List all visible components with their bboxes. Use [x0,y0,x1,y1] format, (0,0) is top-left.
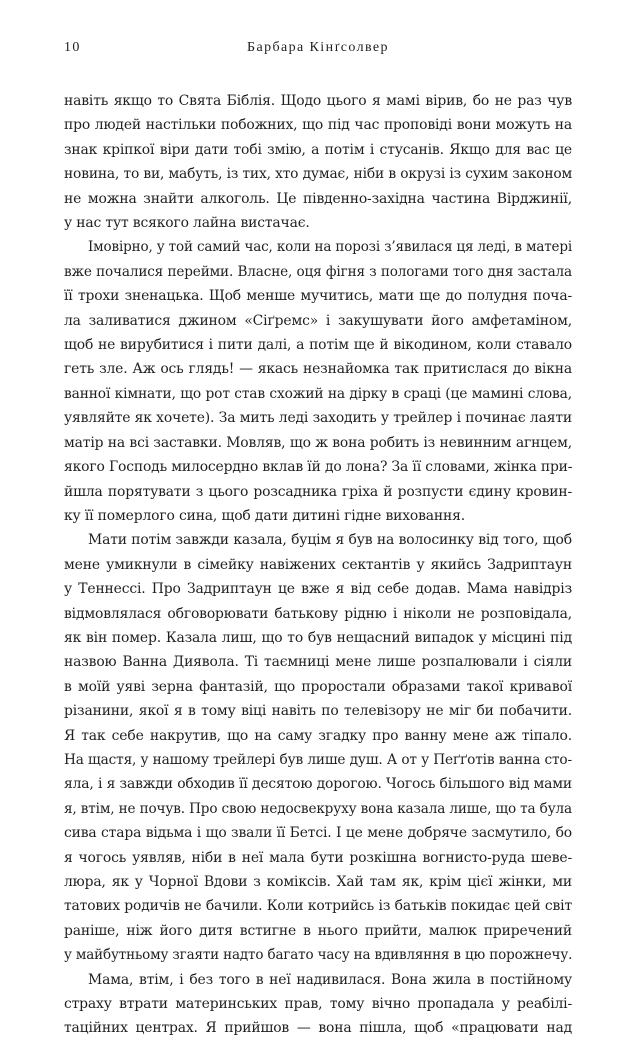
text-line: новина, то ви, мабуть, із тих, хто думає, ніби в окрузі із сухим законом [64,166,572,183]
text-line: геть зле. Аж ось глядь! — якась незнайомка так притислася до вікна [64,361,572,378]
text-line: я чогось уявляв, ніби в неї мала бути розкішна вогнисто-руда шеве- [64,849,572,866]
text-line: її трохи зненацька. Щоб менше мучитись, мати ще до полудня поча- [64,288,572,305]
running-header [64,40,572,60]
text-line: ку її померлого сина, щоб дати дитині гідне виховання. [64,507,466,524]
running-title: Барбара Кінґсолвер [247,40,389,55]
text-line: матір на всі заставки. Мовляв, що ж вона робить із невинним агнцем, [64,434,572,451]
text-line: я, втім, не почув. Про свою недосвекруху вона казала лише, що та була [64,800,572,817]
page-number: 10 [64,40,81,55]
text-line: вже почалися перейми. Власне, оця фігня з пологами того дня застала [64,263,572,280]
text-line: у Теннессі. Про Задриптаун це вже я від себе додав. Мама навідріз [64,581,572,598]
text-line: Імовірно, у той самий час, коли на порозі з’явилася ця леді, в матері [88,239,572,256]
text-line: люра, як у Чорної Вдови з коміксів. Хай там як, крім цієї жінки, ми [64,874,572,890]
text-line: ла заливатися джином «Сіґремс» і закушувати його амфетаміном, [64,312,572,329]
text-line: відмовлялася обговорювати батькову рідню і ніколи не розповідала, [64,605,572,622]
text-line: йшла порятувати з цього розсадника гріха й розпусти єдину кровин- [64,483,572,500]
text-line: сива стара відьма і що звали її Бетсі. І це мене добряче засмутило, бо [64,825,572,842]
text-line: ванної кімнати, що рот став схожий на дірку в сраці (це мамині слова, [64,385,572,402]
text-line: мене умикнули в сімейку навіжених сектантів у якийсь Задриптаун [64,556,572,573]
text-line: таційних центрах. Я прийшов — вона пішла, щоб «працювати над [64,1020,572,1037]
text-line: навіть якщо то Свята Біблія. Щодо цього я мамі вірив, бо не раз чув [64,93,572,109]
text-line: щоб не вирубитися і пити далі, а потім ще й вікодином, коли ставало [64,337,572,354]
text-line: татових родичів не бачили. Коли котрийсь із батьків покидає цей світ [64,898,572,915]
text-line: знак кріпкої віри дати тобі змію, а потім і стусанів. Якщо для вас це [64,141,572,158]
text-line: якого Господь милосердно вклав їй до лона? За її словами, жінка при- [64,459,572,476]
text-line: уявляйте як хочете). За мить леді заходить у трейлер і починає лаяти [64,410,572,427]
text-line: Я так себе накрутив, що на саму згадку про ванну мене аж тіпало. [64,727,572,744]
text-line: раніше, ніж його дитя встигне в нього прийти, малюк приречений [64,922,572,939]
text-line: в моїй уяві зерна фантазій, що проростали образами такої кривавої [64,678,572,695]
text-line: назвою Ванна Диявола. Ті таємниці мене лише розпалювали і сіяли [64,654,572,671]
body-text [64,89,572,1041]
text-line: про людей настільки побожних, що під час проповіді вони можуть на [64,117,572,134]
text-line: Мати потім завжди казала, буцім я був на волосинку від того, щоб [88,532,572,549]
text-line: Мама, втім, і без того в неї надивилася. Вона жила в постійному [88,971,572,988]
text-line: страху втрати материнських прав, тому вічно пропадала у реабілі- [64,996,572,1013]
text-line: різанини, якої я в тому віці навіть по телевізору не міг би побачити. [64,703,572,720]
text-line: у майбутньому згаяти надто багато часу на вдивляння в цю порожнечу. [64,947,572,964]
text-line: у нас тут всякого лайна вистачає. [64,215,310,232]
text-line: На щастя, у нашому трейлері був лише душ. А от у Пеґґотів ванна сто- [64,751,572,768]
text-line: не можна знайти алкоголь. Це південно-західна частина Вірджинії, [64,190,572,207]
text-line: яла, і я завжди обходив її десятою дорогою. Чогось більшого від мами [64,776,572,793]
text-line: як він помер. Казала лиш, що то був нещасний випадок у місцині під [64,629,572,646]
